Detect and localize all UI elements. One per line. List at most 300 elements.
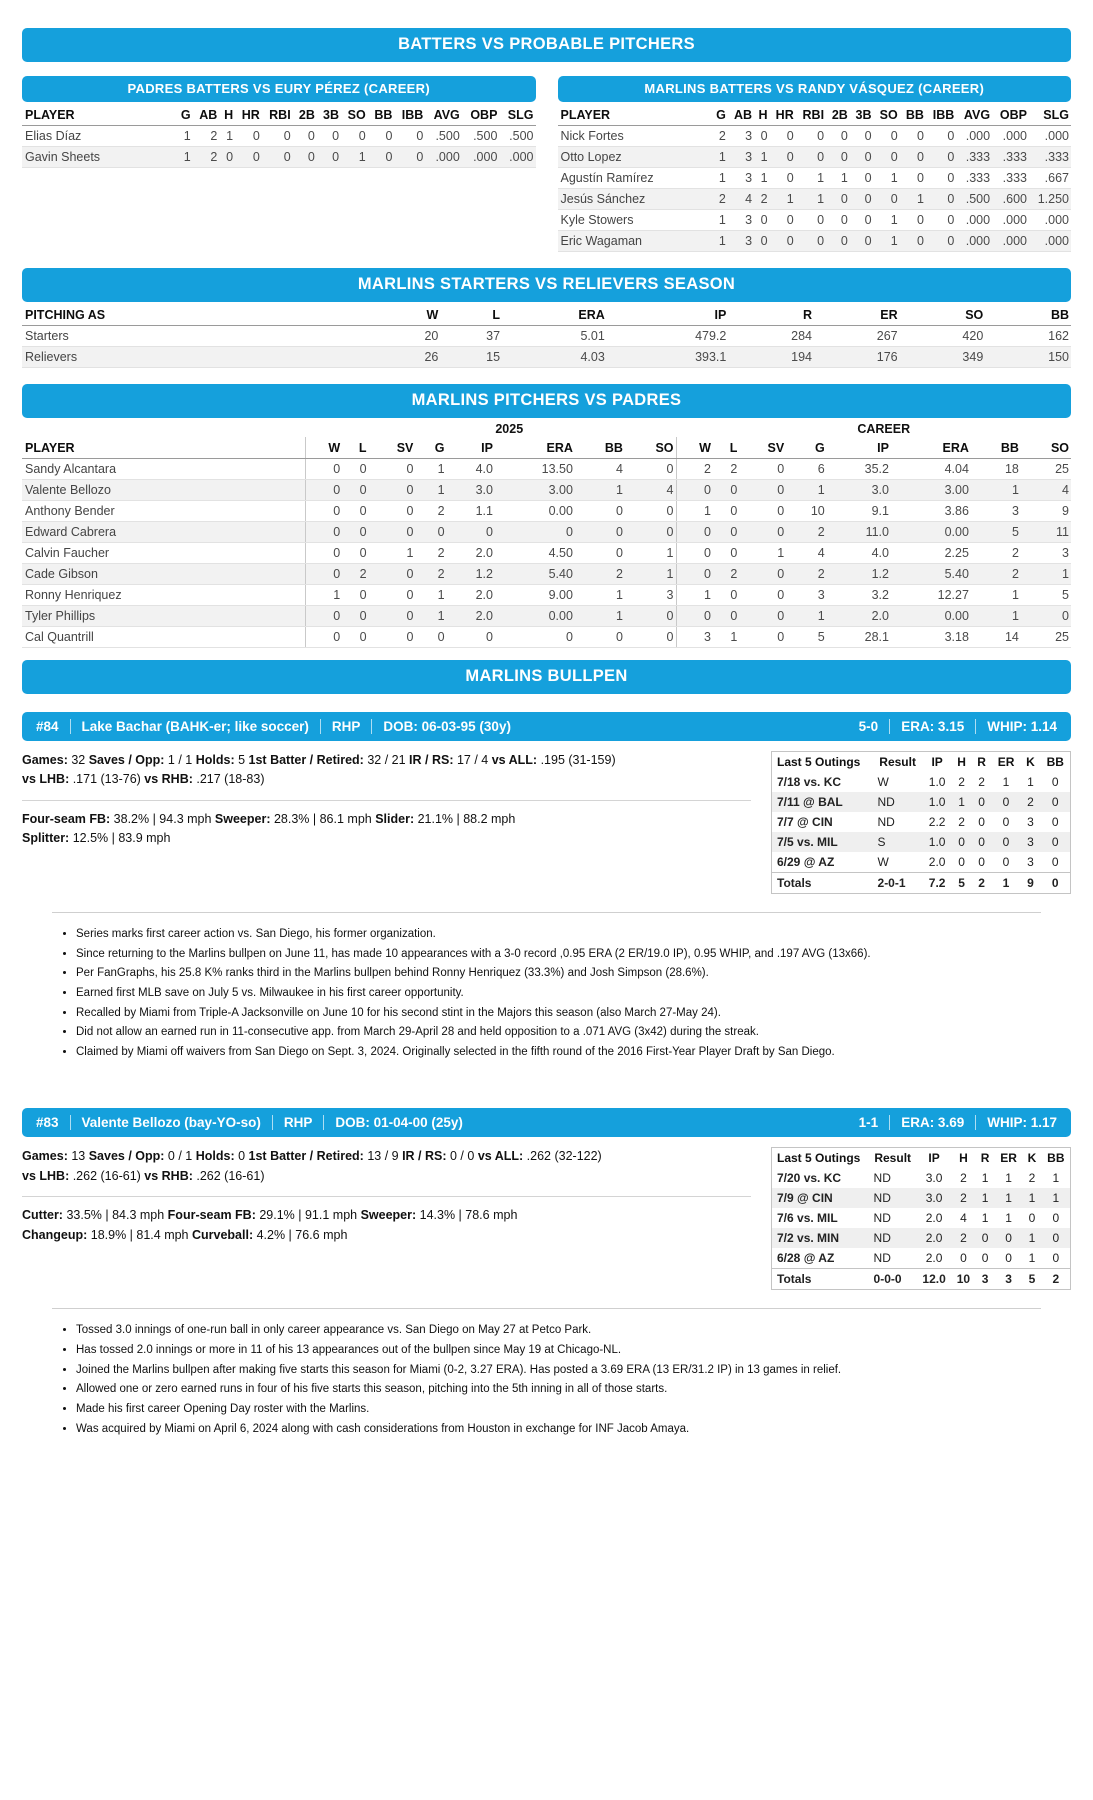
- totals-stat: 0: [1040, 873, 1070, 894]
- row-label: Cade Gibson: [22, 564, 305, 585]
- stat-cell: 0: [713, 606, 739, 627]
- stat-cell: 0: [305, 543, 342, 564]
- section-divider: [52, 1308, 1041, 1309]
- stat-cell: 2: [193, 126, 220, 147]
- column-header-w: W: [379, 304, 441, 326]
- stat-cell: 10: [786, 501, 827, 522]
- stat-cell: 3: [971, 501, 1021, 522]
- split-value: .262 (16-61): [192, 1168, 265, 1183]
- outing-stat: 2: [958, 815, 965, 829]
- column-header-g: G: [415, 437, 446, 459]
- outing-stat: 1: [1002, 775, 1010, 789]
- player-throwing-hand: RHP: [283, 1115, 313, 1131]
- stat-cell: 0: [625, 522, 676, 543]
- stat-cell: 1: [415, 459, 446, 480]
- stat-cell: 1.2: [447, 564, 495, 585]
- outing-result: ND: [873, 1231, 891, 1246]
- split-label: vs RHB:: [144, 772, 193, 787]
- stat-cell: 0: [713, 543, 739, 564]
- stat-cell: 1: [739, 543, 786, 564]
- stat-cell: 1: [786, 606, 827, 627]
- divider: [22, 1196, 751, 1197]
- stat-cell: 1: [713, 627, 739, 648]
- stat-cell: 0.00: [891, 606, 971, 627]
- stat-cell: 4.03: [502, 347, 607, 368]
- column-header-l: L: [342, 437, 368, 459]
- stat-cell: 1: [874, 231, 900, 252]
- pitch-value: 14.3% | 78.6 mph: [416, 1208, 518, 1223]
- stat-cell: 0: [796, 231, 826, 252]
- outing-result: ND: [877, 795, 895, 809]
- column-header-2b: 2B: [293, 104, 317, 126]
- column-header-ip: IP: [447, 437, 495, 459]
- outing-stat: 0: [1005, 1251, 1012, 1266]
- stat-cell: .333: [956, 168, 992, 189]
- stat-cell: 2.0: [827, 606, 891, 627]
- stat-cell: 2: [342, 564, 368, 585]
- totals-stat: 1: [992, 873, 1021, 894]
- table-row: [22, 543, 1071, 564]
- stat-cell: 3: [786, 585, 827, 606]
- column-header-so: SO: [625, 437, 676, 459]
- player-note: • Has tossed 2.0 innings or more in 11 of his 13 appearances out of the bullpen since May 19 at Chicago-NL.: [76, 1341, 1061, 1361]
- stat-cell: 0: [305, 459, 342, 480]
- stat-cell: 11: [1021, 522, 1071, 543]
- stat-cell: .000: [992, 231, 1029, 252]
- stat-cell: 0: [739, 564, 786, 585]
- stat-cell: .667: [1029, 168, 1071, 189]
- stat-cell: 1: [796, 168, 826, 189]
- pitch-mix-line-2: [22, 829, 751, 848]
- outing-date: 6/28 @ AZ: [777, 1251, 835, 1266]
- column-header-so: SO: [900, 304, 986, 326]
- pitch-label: Slider:: [375, 811, 415, 826]
- player-note: • Was acquired by Miami on April 6, 2024 along with cash considerations from Houston in exchange for INF Jacob Amaya.: [76, 1420, 1061, 1440]
- outing-stat: 1: [1005, 1211, 1012, 1226]
- stat-cell: 0: [415, 522, 446, 543]
- stat-cell: 1: [575, 480, 625, 501]
- stat-cell: .000: [462, 147, 500, 168]
- stat-cell: 5.40: [891, 564, 971, 585]
- stat-cell: 0: [713, 501, 739, 522]
- stat-cell: .333: [992, 168, 1029, 189]
- outing-stat: 1.0: [928, 775, 946, 789]
- outing-stat: 2.2: [928, 815, 946, 829]
- outing-stat: 0: [1002, 855, 1010, 869]
- outing-stat: 2: [978, 775, 985, 789]
- stat-cell: 0: [575, 627, 625, 648]
- stat-cell: .500: [425, 126, 462, 147]
- padres-batters-title: PADRES BATTERS VS EURY PÉREZ (CAREER): [22, 76, 536, 102]
- divider: [975, 1115, 976, 1130]
- row-label: Ronny Henriquez: [22, 585, 305, 606]
- split-value: .217 (18-83): [192, 772, 265, 787]
- stat-cell: 1: [971, 606, 1021, 627]
- row-label: Valente Bellozo: [22, 480, 305, 501]
- stat-cell: 0: [262, 147, 293, 168]
- stat-cell: 0: [874, 147, 900, 168]
- split-value: 13: [67, 1149, 89, 1164]
- column-header-3b: 3B: [850, 104, 874, 126]
- split-label: Games:: [22, 1149, 68, 1164]
- stat-cell: 13.50: [495, 459, 575, 480]
- bullpen-container: [22, 712, 1071, 1439]
- stat-cell: 4.0: [447, 459, 495, 480]
- outing-row: [772, 792, 1071, 812]
- column-header-ibb: IBB: [926, 104, 956, 126]
- stat-cell: 2: [415, 501, 446, 522]
- stat-cell: 0: [676, 564, 713, 585]
- stat-cell: 0: [926, 168, 956, 189]
- column-header-bb: BB: [985, 304, 1071, 326]
- outing-stat: 3: [1027, 815, 1034, 829]
- column-header-bb: BB: [368, 104, 395, 126]
- split-value: .262 (32-122): [523, 1149, 602, 1164]
- outing-stat: 1: [1052, 1171, 1060, 1186]
- column-header-avg: AVG: [425, 104, 462, 126]
- stat-cell: 4.50: [495, 543, 575, 564]
- split-label: Saves / Opp:: [88, 1149, 165, 1164]
- stat-cell: 1: [796, 189, 826, 210]
- stat-cell: 0: [926, 189, 956, 210]
- stat-cell: 0: [293, 126, 317, 147]
- outing-result: ND: [873, 1251, 891, 1266]
- stat-cell: 0: [826, 189, 850, 210]
- stat-cell: 0: [317, 126, 341, 147]
- player-note: • Recalled by Miami from Triple-A Jacksonville on June 10 for his second stint in the Majors this season (also March 27-May 24).: [76, 1004, 1061, 1024]
- splits-line-2: [22, 1167, 751, 1186]
- stat-cell: 0: [341, 126, 368, 147]
- outing-stat: 0: [978, 815, 985, 829]
- pitch-value: 18.9% | 81.4 mph: [87, 1227, 192, 1242]
- table-row: [558, 231, 1072, 252]
- stat-cell: .000: [956, 210, 992, 231]
- stat-cell: 26: [379, 347, 441, 368]
- stat-cell: 0: [850, 126, 874, 147]
- column-header-bb: BB: [1047, 1151, 1065, 1166]
- player-header-bar[interactable]: [22, 1108, 1071, 1137]
- stat-cell: 0: [305, 501, 342, 522]
- column-header-ibb: IBB: [394, 104, 425, 126]
- stat-cell: 0: [394, 126, 425, 147]
- split-value: 17 / 4: [453, 753, 492, 767]
- stat-cell: 1: [826, 168, 850, 189]
- divider: [323, 1115, 324, 1130]
- totals-label: Totals: [772, 873, 873, 894]
- stat-cell: 1: [625, 564, 676, 585]
- stat-cell: 4: [786, 543, 827, 564]
- outing-row: [772, 852, 1071, 873]
- starters-vs-relievers-title: MARLINS STARTERS VS RELIEVERS SEASON: [22, 268, 1071, 302]
- stat-cell: 3.18: [891, 627, 971, 648]
- table-row: [22, 126, 536, 147]
- outing-date: 6/29 @ AZ: [777, 855, 835, 869]
- outing-date: 7/18 vs. KC: [777, 775, 842, 789]
- marlins-batters-panel: [558, 76, 1072, 252]
- section-divider: [52, 912, 1041, 913]
- stat-cell: 0: [369, 627, 416, 648]
- stat-cell: .000: [425, 147, 462, 168]
- column-header-obp: OBP: [992, 104, 1029, 126]
- stat-cell: 3: [728, 147, 754, 168]
- split-label: Saves / Opp:: [88, 753, 165, 767]
- player-note: • Did not allow an earned run in 11-consecutive app. from March 29-April 28 and held opposition to a .071 AVG (3x42) during the streak.: [76, 1023, 1061, 1043]
- player-record: 5-0: [858, 719, 879, 734]
- split-label: vs LHB:: [22, 1168, 70, 1183]
- stat-cell: 0: [739, 585, 786, 606]
- outing-stat: 2.0: [925, 1251, 943, 1266]
- column-header-r: R: [728, 304, 814, 326]
- outing-stat: 1: [981, 1171, 989, 1186]
- table-row: [558, 126, 1072, 147]
- stat-cell: 0: [495, 522, 575, 543]
- split-label: IR / RS:: [409, 753, 454, 767]
- row-label: Kyle Stowers: [558, 210, 712, 231]
- outing-stat: 2: [960, 1171, 967, 1186]
- player-era: ERA: 3.69: [901, 1115, 965, 1131]
- stat-cell: 0: [900, 231, 926, 252]
- stat-cell: 2: [415, 564, 446, 585]
- outing-stat: 2.0: [925, 1231, 943, 1246]
- stat-cell: 1.1: [447, 501, 495, 522]
- stat-cell: 0: [676, 543, 713, 564]
- split-value: 32 / 21: [363, 753, 410, 767]
- player-record: 1-1: [858, 1115, 879, 1131]
- stat-cell: 2: [712, 126, 728, 147]
- pitchers-vs-padres-table: [22, 437, 1071, 648]
- stat-cell: 2: [971, 543, 1021, 564]
- column-header-so: SO: [874, 104, 900, 126]
- outing-totals-row: [772, 873, 1071, 894]
- last-five-outings-panel: [771, 1147, 1071, 1290]
- column-header-l: L: [440, 304, 502, 326]
- column-header-era: ERA: [891, 437, 971, 459]
- stat-cell: 1.2: [827, 564, 891, 585]
- column-header-bb: BB: [971, 437, 1021, 459]
- table-row: [22, 147, 536, 168]
- stat-cell: 0: [369, 459, 416, 480]
- split-label: Games:: [22, 753, 68, 767]
- stat-cell: .333: [956, 147, 992, 168]
- stat-cell: 0: [342, 606, 368, 627]
- stat-cell: 0: [713, 522, 739, 543]
- stat-cell: 1: [305, 585, 342, 606]
- stat-cell: 1: [676, 501, 713, 522]
- stat-cell: 0: [369, 501, 416, 522]
- outing-stat: 0: [1005, 1231, 1012, 1246]
- stat-cell: 194: [728, 347, 814, 368]
- stat-cell: 176: [814, 347, 900, 368]
- stat-cell: 0: [676, 480, 713, 501]
- column-header-player: PLAYER: [22, 437, 305, 459]
- stat-cell: 0: [625, 501, 676, 522]
- stat-cell: .000: [1029, 231, 1071, 252]
- outing-totals-row: [772, 1269, 1071, 1290]
- player-note: • Claimed by Miami off waivers from San Diego on Sept. 3, 2024. Originally selected in the fifth round of the 2016 First-Year Player Draft by San Diego.: [76, 1043, 1061, 1063]
- stat-cell: 5: [971, 522, 1021, 543]
- player-era: ERA: 3.15: [901, 719, 965, 734]
- stat-cell: 1: [176, 147, 193, 168]
- outing-stat: 0: [981, 1251, 989, 1266]
- outing-row: [772, 832, 1071, 852]
- column-header-ip: IP: [607, 304, 729, 326]
- table-row: [22, 564, 1071, 585]
- stat-cell: 0: [739, 480, 786, 501]
- column-header-sv: SV: [739, 437, 786, 459]
- stat-cell: 28.1: [827, 627, 891, 648]
- outing-stat: 1.0: [928, 795, 946, 809]
- stat-cell: 0: [826, 126, 850, 147]
- stat-cell: 0.00: [495, 501, 575, 522]
- stat-cell: 0: [900, 210, 926, 231]
- outing-stat: 0: [1051, 855, 1059, 869]
- stat-cell: 0: [900, 126, 926, 147]
- stat-cell: 0: [342, 543, 368, 564]
- player-notes-list: [22, 1321, 1071, 1439]
- pitch-mix-line-1: [22, 1206, 751, 1225]
- table-row: [22, 585, 1071, 606]
- stat-cell: 1: [415, 606, 446, 627]
- outing-stat: 0: [1002, 835, 1010, 849]
- totals-stat: 2: [972, 873, 992, 894]
- table-header-row: [558, 104, 1072, 126]
- stat-cell: 0: [219, 147, 235, 168]
- stat-cell: 4: [625, 480, 676, 501]
- stat-cell: 0: [739, 501, 786, 522]
- stat-cell: .000: [1029, 210, 1071, 231]
- stat-cell: 0: [826, 210, 850, 231]
- column-header-player: PLAYER: [22, 104, 176, 126]
- column-header-h: H: [219, 104, 235, 126]
- player-dob: DOB: 01-04-00 (25y): [335, 1115, 463, 1131]
- outing-result: ND: [873, 1211, 891, 1226]
- column-header-hr: HR: [235, 104, 262, 126]
- stat-cell: 0: [369, 564, 416, 585]
- split-value: .171 (13-76): [69, 772, 145, 787]
- stat-cell: 1: [219, 126, 235, 147]
- player-header-bar[interactable]: [22, 712, 1071, 741]
- spacer: [22, 1062, 1071, 1108]
- totals-label: Totals: [772, 1269, 869, 1290]
- stat-cell: 0: [342, 585, 368, 606]
- stat-cell: 0: [826, 231, 850, 252]
- stat-cell: 0.00: [891, 522, 971, 543]
- stat-cell: .000: [992, 210, 1029, 231]
- pitch-value: 38.2% | 94.3 mph: [110, 811, 215, 826]
- stat-cell: 0: [739, 606, 786, 627]
- stat-cell: 0: [368, 126, 395, 147]
- stat-cell: 349: [900, 347, 986, 368]
- totals-stat: 10: [951, 1269, 975, 1290]
- stat-cell: 0: [305, 522, 342, 543]
- stat-cell: 1: [712, 168, 728, 189]
- page-title: BATTERS VS PROBABLE PITCHERS: [22, 28, 1071, 62]
- stat-cell: 0: [369, 480, 416, 501]
- stat-cell: 4.0: [827, 543, 891, 564]
- splits-line-1: [22, 751, 751, 770]
- stat-cell: 0: [874, 189, 900, 210]
- stat-cell: 0: [826, 147, 850, 168]
- column-header-er: ER: [997, 755, 1015, 769]
- column-header-2b: 2B: [826, 104, 850, 126]
- outing-stat: 2.0: [928, 855, 946, 869]
- pitch-value: 28.3% | 86.1 mph: [270, 811, 376, 826]
- stat-cell: 0: [676, 522, 713, 543]
- stat-cell: 2.0: [447, 585, 495, 606]
- column-header-hr: HR: [770, 104, 796, 126]
- outing-stat: 2: [960, 1231, 967, 1246]
- split-label: vs ALL:: [491, 753, 538, 767]
- stat-cell: 1: [369, 543, 416, 564]
- stat-cell: 1: [676, 585, 713, 606]
- stat-cell: 0: [342, 480, 368, 501]
- padres-batters-panel: [22, 76, 536, 168]
- stat-cell: 0: [850, 210, 874, 231]
- stat-cell: 0: [235, 147, 262, 168]
- pitchers-group-header: [22, 422, 1071, 436]
- column-header-ip: IP: [928, 1151, 940, 1166]
- stat-cell: 0: [850, 147, 874, 168]
- outing-date: 7/6 vs. MIL: [777, 1211, 838, 1226]
- outing-date: 7/20 vs. KC: [777, 1171, 842, 1186]
- last-five-outings-panel: [771, 751, 1071, 894]
- stat-cell: 0: [796, 210, 826, 231]
- stat-cell: 0: [874, 126, 900, 147]
- starters-vs-relievers-table: [22, 304, 1071, 368]
- stat-cell: 0: [235, 126, 262, 147]
- split-label: vs RHB:: [144, 1168, 193, 1183]
- stat-cell: 2: [754, 189, 769, 210]
- stat-cell: 3.00: [891, 480, 971, 501]
- stat-cell: 3: [728, 210, 754, 231]
- splits-line-2: [22, 770, 751, 789]
- split-value: 32: [67, 753, 89, 767]
- column-header-h: H: [754, 104, 769, 126]
- outing-stat: 0: [1052, 1211, 1060, 1226]
- outing-stat: 0: [978, 835, 985, 849]
- column-header-bb: BB: [575, 437, 625, 459]
- outing-row: [772, 772, 1071, 792]
- stat-cell: 15: [440, 347, 502, 368]
- stat-cell: 0: [317, 147, 341, 168]
- stat-cell: 3: [728, 231, 754, 252]
- stat-cell: .000: [1029, 126, 1071, 147]
- row-label: Relievers: [22, 347, 379, 368]
- outing-row: [772, 1188, 1071, 1208]
- outing-stat: 1: [981, 1211, 989, 1226]
- totals-stat: 7.2: [923, 873, 952, 894]
- column-header-player: PLAYER: [558, 104, 712, 126]
- outing-date: 7/7 @ CIN: [777, 815, 833, 829]
- stat-cell: 4: [575, 459, 625, 480]
- split-value: 0: [234, 1149, 249, 1164]
- pitch-label: Sweeper:: [360, 1208, 417, 1223]
- batters-vs-pitchers-section: [22, 76, 1071, 252]
- stat-cell: .500: [499, 126, 535, 147]
- stat-cell: 0: [850, 231, 874, 252]
- stat-cell: .500: [462, 126, 500, 147]
- stat-cell: 0: [739, 459, 786, 480]
- stat-cell: 25: [1021, 459, 1071, 480]
- divider: [889, 719, 890, 734]
- stat-cell: 0: [575, 522, 625, 543]
- column-header-h: H: [959, 1151, 968, 1166]
- stat-cell: 3.0: [447, 480, 495, 501]
- stat-cell: 0: [754, 126, 769, 147]
- stat-cell: 0: [342, 459, 368, 480]
- split-value: 1 / 1: [164, 753, 196, 767]
- stat-cell: 0: [713, 480, 739, 501]
